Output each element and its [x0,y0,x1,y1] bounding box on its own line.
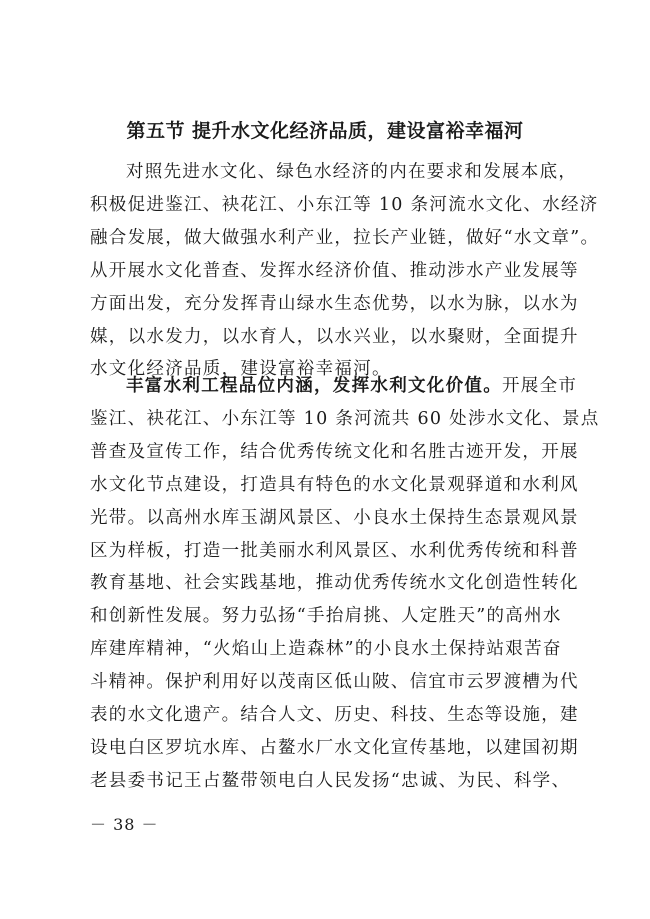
paragraph-first-line [90,370,578,403]
paragraph-line: 和创新性发展。努力弘扬“手抬肩挑、人定胜天”的高州水 [90,606,562,627]
section-title: 第五节 提升水文化经济品质，建设富裕幸福河 [126,120,524,142]
paragraph-line: 老县委书记王占鳌带领电白人民发扬“忠诚、为民、科学、 [90,770,571,791]
paragraph-line: 区为样板，打造一批美丽水利风景区、水利优秀传统和科普 [90,540,579,561]
paragraph-line: 鉴江、袂花江、小东江等 10 条河流共 60 处涉水文化、景点 [90,408,600,429]
paragraph-lead-rest: 开展全市 [502,376,578,396]
paragraph-line: 水文化节点建设，打造具有特色的水文化景观驿道和水利风 [90,474,579,495]
paragraph-line: 融合发展，做大做强水利产业，拉长产业链，做好“水文章”。 [90,227,600,248]
paragraph-line: 积极促进鉴江、袂花江、小东江等 10 条河流水文化、水经济 [90,194,599,215]
paragraph-line: 方面出发，充分发挥青山绿水生态优势，以水为脉，以水为 [90,293,579,314]
paragraph-line: 库建库精神，“火焰山上造森林”的小良水土保持站艰苦奋 [90,639,562,660]
paragraph-lead-heading: 丰富水利工程品位内涵，发挥水利文化价值。 [126,376,502,396]
paragraph-line: 设电白区罗坑水库、占鳌水厂水文化宣传基地，以建国初期 [90,737,579,758]
paragraph-line: 水文化经济品质，建设富裕幸福河。 [90,359,391,380]
paragraph-line: 媒，以水发力，以水育人，以水兴业，以水聚财，全面提升 [90,326,579,347]
paragraph-2 [90,370,600,798]
paragraph-line: 从开展水文化普查、发挥水经济价值、推动涉水产业发展等 [90,260,579,281]
paragraph-line: 光带。以高州水库玉湖风景区、小良水土保持生态景观风景 [90,507,579,528]
paragraph-line: 表的水文化遗产。结合人文、历史、科技、生态等设施，建 [90,705,579,726]
paragraph-line: 普查及宣传工作，结合优秀传统文化和名胜古迹开发，开展 [90,441,579,462]
page-number: － 38 － [90,815,159,834]
paragraph-line: 教育基地、社会实践基地，推动优秀传统水文化创造性转化 [90,573,579,594]
paragraph-line: 对照先进水文化、绿色水经济的内在要求和发展本底， [126,162,578,182]
paragraph-line: 斗精神。保护利用好以茂南区低山陂、信宜市云罗渡槽为代 [90,672,579,693]
